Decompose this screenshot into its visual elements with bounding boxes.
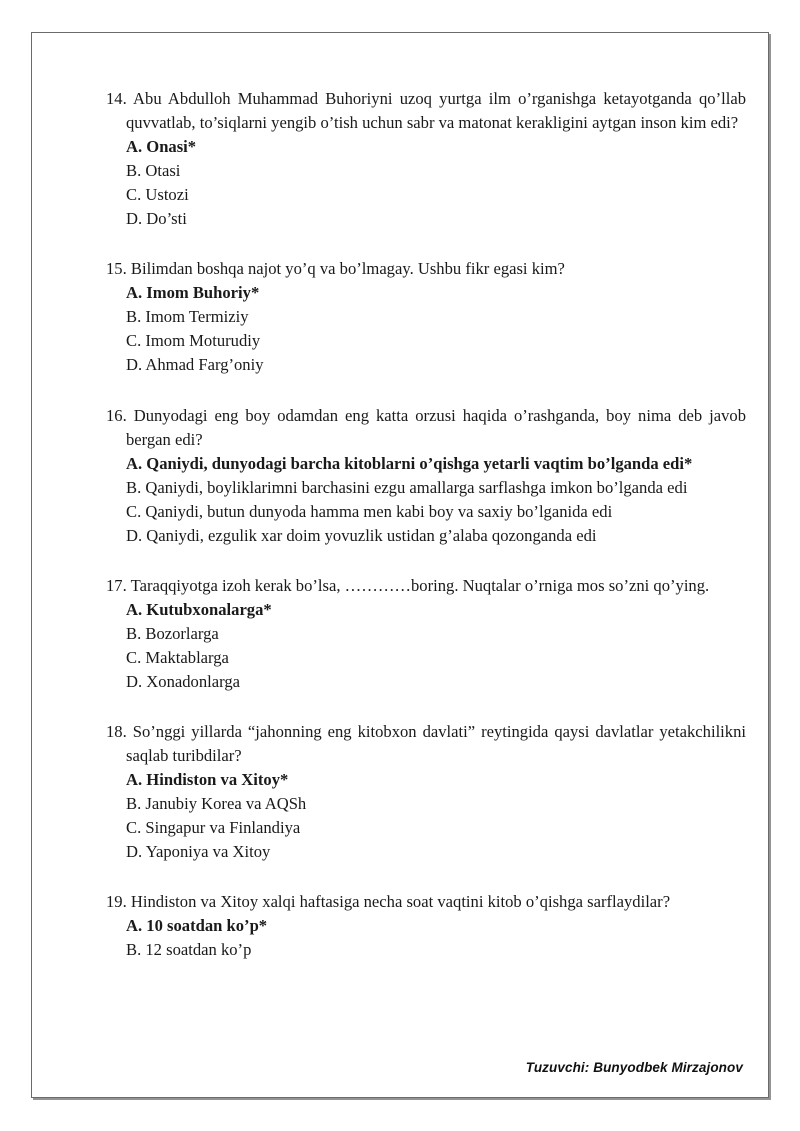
- choice-letter: B.: [126, 307, 142, 327]
- question-stem: [106, 87, 746, 135]
- question-block: [106, 890, 746, 962]
- choice-letter: C.: [126, 818, 142, 838]
- answer-choice[interactable]: [126, 500, 746, 524]
- answer-choices: [106, 452, 746, 548]
- answer-choice[interactable]: [126, 353, 746, 377]
- question-number: 17.: [106, 575, 127, 595]
- answer-choice[interactable]: [126, 329, 746, 353]
- choice-text: Onasi*: [146, 137, 197, 157]
- answer-choice[interactable]: [126, 135, 746, 159]
- choice-text: Xonadonlarga: [146, 671, 240, 691]
- choice-text: Bozorlarga: [145, 623, 219, 643]
- question-stem: [106, 404, 746, 452]
- choice-text: Maktablarga: [145, 647, 229, 667]
- choice-text: Ahmad Farg’oniy: [145, 355, 264, 375]
- choice-text: Yaponiya va Xitoy: [145, 842, 271, 862]
- question-text: Taraqqiyotga izoh kerak bo’lsa, …………boring. Nuqtalar o’rniga mos so’zni qo’ying.: [130, 575, 710, 595]
- question-stem: [106, 720, 746, 768]
- choice-text: Ustozi: [145, 185, 189, 205]
- answer-choice[interactable]: [126, 816, 746, 840]
- question-number: 18.: [106, 722, 127, 742]
- choice-letter: A.: [126, 137, 143, 157]
- choice-text: 10 soatdan ko’p*: [146, 916, 268, 936]
- choice-letter: D.: [126, 355, 143, 375]
- question-block: [106, 574, 746, 694]
- choice-letter: B.: [126, 940, 142, 960]
- answer-choice[interactable]: [126, 305, 746, 329]
- answer-choice[interactable]: [126, 524, 746, 548]
- answer-choice[interactable]: [126, 938, 746, 962]
- question-number: 16.: [106, 405, 127, 425]
- choice-text: Imom Termiziy: [145, 307, 249, 327]
- choice-text: Qaniydi, butun dunyoda hamma men kabi boy va saxiy bo’lganida edi: [145, 501, 613, 521]
- choice-text: Otasi: [145, 161, 181, 181]
- choice-text: Janubiy Korea va AQSh: [145, 794, 307, 814]
- choice-letter: D.: [126, 671, 143, 691]
- question-text: So’nggi yillarda “jahonning eng kitobxon davlati” reytingida qaysi davlatlar yetakchilikni saqlab turibdilar?: [126, 722, 746, 766]
- choice-text: Imom Moturudiy: [145, 331, 261, 351]
- choice-letter: C.: [126, 331, 142, 351]
- answer-choice[interactable]: [126, 914, 746, 938]
- choice-letter: C.: [126, 185, 142, 205]
- answer-choices: [106, 768, 746, 864]
- choice-text: 12 soatdan ko’p: [145, 940, 252, 960]
- answer-choices: [106, 914, 746, 962]
- question-stem: [106, 257, 746, 281]
- choice-text: Qaniydi, ezgulik xar doim yovuzlik ustidan g’alaba qozonganda edi: [146, 525, 597, 545]
- question-text: Abu Abdulloh Muhammad Buhoriyni uzoq yurtga ilm o’rganishga ketayotganda qo’llab quvvatlab, to’siqlarni yengib o’tish uchun sabr va matonat kerakligini aytgan inson kim edi?: [126, 89, 747, 133]
- question-text: Bilimdan boshqa najot yo’q va bo’lmagay. Ushbu fikr egasi kim?: [130, 259, 565, 279]
- answer-choice[interactable]: [126, 281, 746, 305]
- answer-choice[interactable]: [126, 622, 746, 646]
- choice-text: Imom Buhoriy*: [146, 283, 260, 303]
- choice-letter: B.: [126, 794, 142, 814]
- choice-letter: B.: [126, 477, 142, 497]
- choice-letter: A.: [126, 770, 143, 790]
- document-page: [31, 32, 769, 1098]
- choice-letter: D.: [126, 525, 143, 545]
- choice-letter: C.: [126, 501, 142, 521]
- answer-choice[interactable]: [126, 159, 746, 183]
- choice-text: Qaniydi, dunyodagi barcha kitoblarni o’qishga yetarli vaqtim bo’lganda edi*: [146, 453, 693, 473]
- choice-text: Do’sti: [146, 209, 187, 229]
- answer-choice[interactable]: [126, 476, 746, 500]
- question-text: Dunyodagi eng boy odamdan eng katta orzusi haqida o’rashganda, boy nima deb javob bergan edi?: [126, 405, 746, 449]
- question-list: [106, 87, 746, 962]
- answer-choice[interactable]: [126, 792, 746, 816]
- answer-choice[interactable]: [126, 183, 746, 207]
- choice-letter: D.: [126, 209, 143, 229]
- choice-letter: B.: [126, 623, 142, 643]
- choice-letter: A.: [126, 453, 143, 473]
- choice-letter: D.: [126, 842, 143, 862]
- answer-choice[interactable]: [126, 768, 746, 792]
- question-block: [106, 257, 746, 377]
- answer-choices: [106, 135, 746, 231]
- question-block: [106, 404, 746, 548]
- answer-choice[interactable]: [126, 452, 746, 476]
- answer-choice[interactable]: [126, 207, 746, 231]
- choice-text: Qaniydi, boyliklarimni barchasini ezgu amallarga sarflashga imkon bo’lganda edi: [145, 477, 688, 497]
- question-text: Hindiston va Xitoy xalqi haftasiga necha soat vaqtini kitob o’qishga sarflaydilar?: [130, 892, 671, 912]
- answer-choice[interactable]: [126, 646, 746, 670]
- question-number: 15.: [106, 259, 127, 279]
- choice-letter: A.: [126, 916, 143, 936]
- question-block: [106, 87, 746, 231]
- choice-text: Singapur va Finlandiya: [145, 818, 301, 838]
- answer-choices: [106, 281, 746, 377]
- question-block: [106, 720, 746, 864]
- choice-text: Kutubxonalarga*: [146, 599, 272, 619]
- choice-letter: A.: [126, 283, 143, 303]
- answer-choice[interactable]: [126, 670, 746, 694]
- answer-choice[interactable]: [126, 840, 746, 864]
- answer-choice[interactable]: [126, 598, 746, 622]
- question-stem: [106, 574, 746, 598]
- footer-author-note: Tuzuvchi: Bunyodbek Mirzajonov: [525, 1060, 743, 1075]
- choice-letter: B.: [126, 161, 142, 181]
- choice-letter: A.: [126, 599, 143, 619]
- question-number: 14.: [106, 89, 127, 108]
- answer-choices: [106, 598, 746, 694]
- choice-text: Hindiston va Xitoy*: [146, 770, 289, 790]
- question-number: 19.: [106, 892, 127, 912]
- choice-letter: C.: [126, 647, 142, 667]
- question-stem: [106, 890, 746, 914]
